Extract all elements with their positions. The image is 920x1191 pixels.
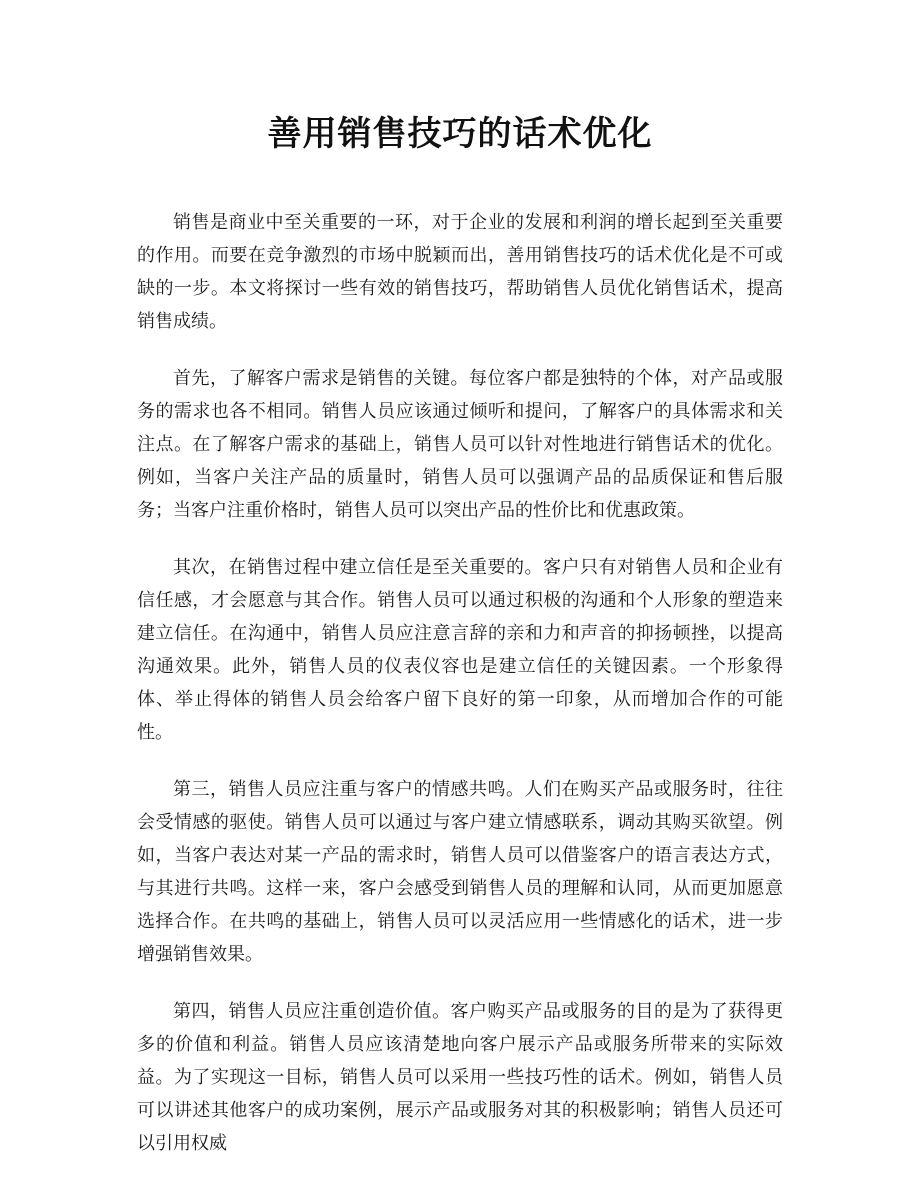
document-body [137, 206, 783, 1160]
paragraph-emotional-resonance: 第三，销售人员应注重与客户的情感共鸣。人们在购买产品或服务时，往往会受情感的驱使。销售人员可以通过与客户建立情感联系，调动其购买欲望。例如，当客户表达对某一产品的需求时，销售人员可以借鉴客户的语言表达方式，与其进行共鸣。这样一来，客户会感受到销售人员的理解和认同，从而更加愿意选择合作。在共鸣的基础上，销售人员可以灵活应用一些情感化的话术，进一步增强销售效果。 [137, 779, 783, 965]
paragraph-build-trust: 其次，在销售过程中建立信任是至关重要的。客户只有对销售人员和企业有信任感，才会愿意与其合作。销售人员可以通过积极的沟通和个人形象的塑造来建立信任。在沟通中，销售人员应注意言辞的亲和力和声音的抑扬顿挫，以提高沟通效果。此外，销售人员的仪表仪容也是建立信任的关键因素。一个形象得体、举止得体的销售人员会给客户留下良好的第一印象，从而增加合作的可能性。 [137, 557, 783, 743]
document-title: 善用销售技巧的话术优化 [267, 114, 653, 154]
paragraph-customer-needs: 首先，了解客户需求是销售的关键。每位客户都是独特的个体，对产品或服务的需求也各不相同。销售人员应该通过倾听和提问，了解客户的具体需求和关注点。在了解客户需求的基础上，销售人员可以针对性地进行销售话术的优化。例如，当客户关注产品的质量时，销售人员可以强调产品的品质保证和售后服务；当客户注重价格时，销售人员可以突出产品的性价比和优惠政策。 [137, 368, 783, 521]
paragraph-intro: 销售是商业中至关重要的一环，对于企业的发展和利润的增长起到至关重要的作用。而要在竞争激烈的市场中脱颖而出，善用销售技巧的话术优化是不可或缺的一步。本文将探讨一些有效的销售技巧，帮助销售人员优化销售话术，提高销售成绩。 [137, 212, 783, 332]
paragraph-create-value: 第四，销售人员应注重创造价值。客户购买产品或服务的目的是为了获得更多的价值和利益。销售人员应该清楚地向客户展示产品或服务所带来的实际效益。为了实现这一目标，销售人员可以采用一些技巧性的话术。例如，销售人员可以讲述其他客户的成功案例，展示产品或服务对其的积极影响；销售人员还可以引用权威 [137, 1001, 783, 1154]
